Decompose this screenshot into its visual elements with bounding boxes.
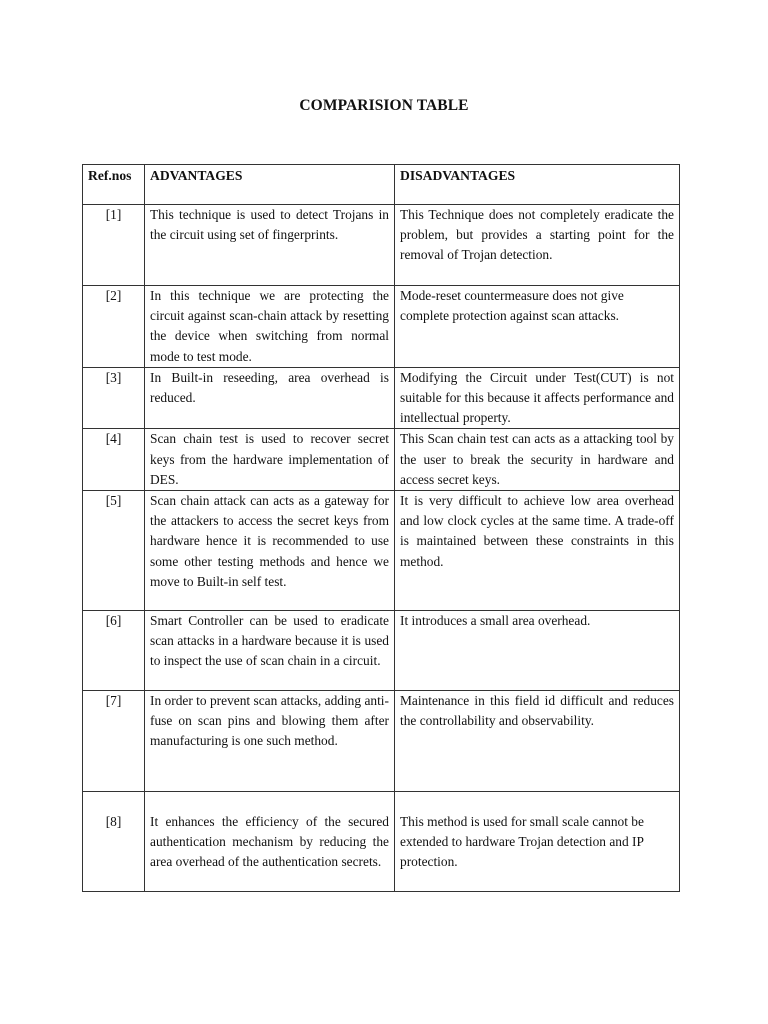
header-ref: Ref.nos <box>83 165 145 205</box>
table-row <box>83 611 680 691</box>
row-ref: [6] <box>83 611 145 691</box>
table-row <box>83 367 680 429</box>
row-ref: [2] <box>83 286 145 368</box>
table-header-row <box>83 165 680 205</box>
row-ref: [7] <box>83 691 145 792</box>
table-row <box>83 286 680 368</box>
row-advantage: Scan chain attack can acts as a gateway for the attackers to access the secret keys from hardware hence it is recommended to use some other testing methods and hence we move to Built-in self test. <box>145 491 395 611</box>
row-disadvantage: Mode-reset countermeasure does not give complete protection against scan attacks. <box>395 286 680 368</box>
row-advantage: Scan chain test is used to recover secret keys from the hardware implementation of DES. <box>145 429 395 491</box>
row-disadvantage: This Technique does not completely eradicate the problem, but provides a starting point for the removal of Trojan detection. <box>395 205 680 286</box>
row-advantage: Smart Controller can be used to eradicate scan attacks in a hardware because it is used to inspect the use of scan chain in a circuit. <box>145 611 395 691</box>
table-row <box>83 792 680 892</box>
row-disadvantage: This method is used for small scale cannot be extended to hardware Trojan detection and IP protection. <box>395 792 680 892</box>
row-ref: [1] <box>83 205 145 286</box>
row-advantage: In Built-in reseeding, area overhead is reduced. <box>145 367 395 429</box>
row-disadvantage: It introduces a small area overhead. <box>395 611 680 691</box>
row-advantage: In this technique we are protecting the circuit against scan-chain attack by resetting the device when switching from normal mode to test mode. <box>145 286 395 368</box>
row-advantage: It enhances the efficiency of the secured authentication mechanism by reducing the area overhead of the authentication secrets. <box>145 792 395 892</box>
row-advantage: This technique is used to detect Trojans in the circuit using set of fingerprints. <box>145 205 395 286</box>
comparison-table <box>82 164 680 892</box>
row-advantage: In order to prevent scan attacks, adding anti-fuse on scan pins and blowing them after manufacturing is one such method. <box>145 691 395 792</box>
row-disadvantage: It is very difficult to achieve low area overhead and low clock cycles at the same time. A trade-off is maintained between these constraints in this method. <box>395 491 680 611</box>
row-ref: [3] <box>83 367 145 429</box>
table-row <box>83 205 680 286</box>
table-row <box>83 491 680 611</box>
header-advantages: ADVANTAGES <box>145 165 395 205</box>
row-ref: [4] <box>83 429 145 491</box>
table-row <box>83 691 680 792</box>
row-ref: [8] <box>83 792 145 892</box>
row-disadvantage: This Scan chain test can acts as a attacking tool by the user to break the security in hardware and access secret keys. <box>395 429 680 491</box>
table-row <box>83 429 680 491</box>
row-ref: [5] <box>83 491 145 611</box>
row-disadvantage: Modifying the Circuit under Test(CUT) is not suitable for this because it affects performance and intellectual property. <box>395 367 680 429</box>
row-disadvantage: Maintenance in this field id difficult and reduces the controllability and observability. <box>395 691 680 792</box>
page-title: COMPARISION TABLE <box>299 97 469 114</box>
header-disadvantages: DISADVANTAGES <box>395 165 680 205</box>
